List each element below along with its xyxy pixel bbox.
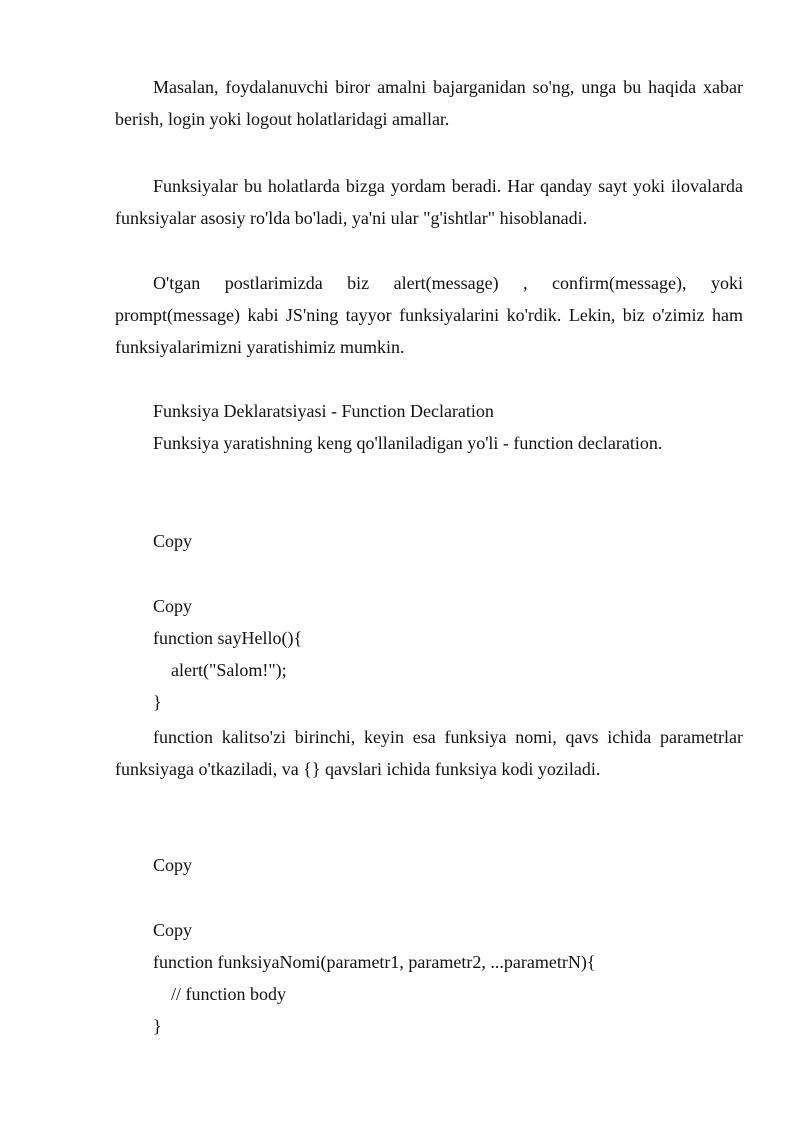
section-heading: Funksiya Deklaratsiyasi - Function Declaration xyxy=(153,401,494,421)
copy-button[interactable]: Copy xyxy=(153,855,193,875)
paragraph-builtin-functions: O'tgan postlarimizda biz alert(message) , confirm(message), yoki prompt(message) kabi JS'ning tayyor funksiyalarini ko'rdik. Lekin, biz o'zimiz ham funksiyalarimizni yaratishimiz mumkin. xyxy=(115,273,743,357)
paragraph-functions-role: Funksiyalar bu holatlarda bizga yordam beradi. Har qanday sayt yoki ilovalarda funksiyalar asosiy ro'lda bo'ladi, ya'ni ular "g'ishtlar" hisoblanadi. xyxy=(115,176,743,228)
code-line: } xyxy=(153,692,162,712)
copy-button[interactable]: Copy xyxy=(153,596,193,616)
section-description: Funksiya yaratishning keng qo'llaniladigan yo'li - function declaration. xyxy=(153,433,663,453)
code-line: // function body xyxy=(171,984,286,1004)
code-line: function funksiyaNomi(parametr1, parametr2, ...parametrN){ xyxy=(153,952,596,972)
paragraph-intro: Masalan, foydalanuvchi biror amalni bajarganidan so'ng, unga bu haqida xabar berish, login yoki logout holatlaridagi amallar. xyxy=(115,77,743,129)
copy-button[interactable]: Copy xyxy=(153,531,193,551)
code-line: } xyxy=(153,1016,162,1036)
code-line: function sayHello(){ xyxy=(153,628,303,648)
code-line: alert("Salom!"); xyxy=(171,660,287,680)
copy-button[interactable]: Copy xyxy=(153,920,193,940)
paragraph-function-syntax: function kalitso'zi birinchi, keyin esa funksiya nomi, qavs ichida parametrlar funksiyaga o'tkaziladi, va {} qavslari ichida funksiya kodi yoziladi. xyxy=(115,727,743,779)
